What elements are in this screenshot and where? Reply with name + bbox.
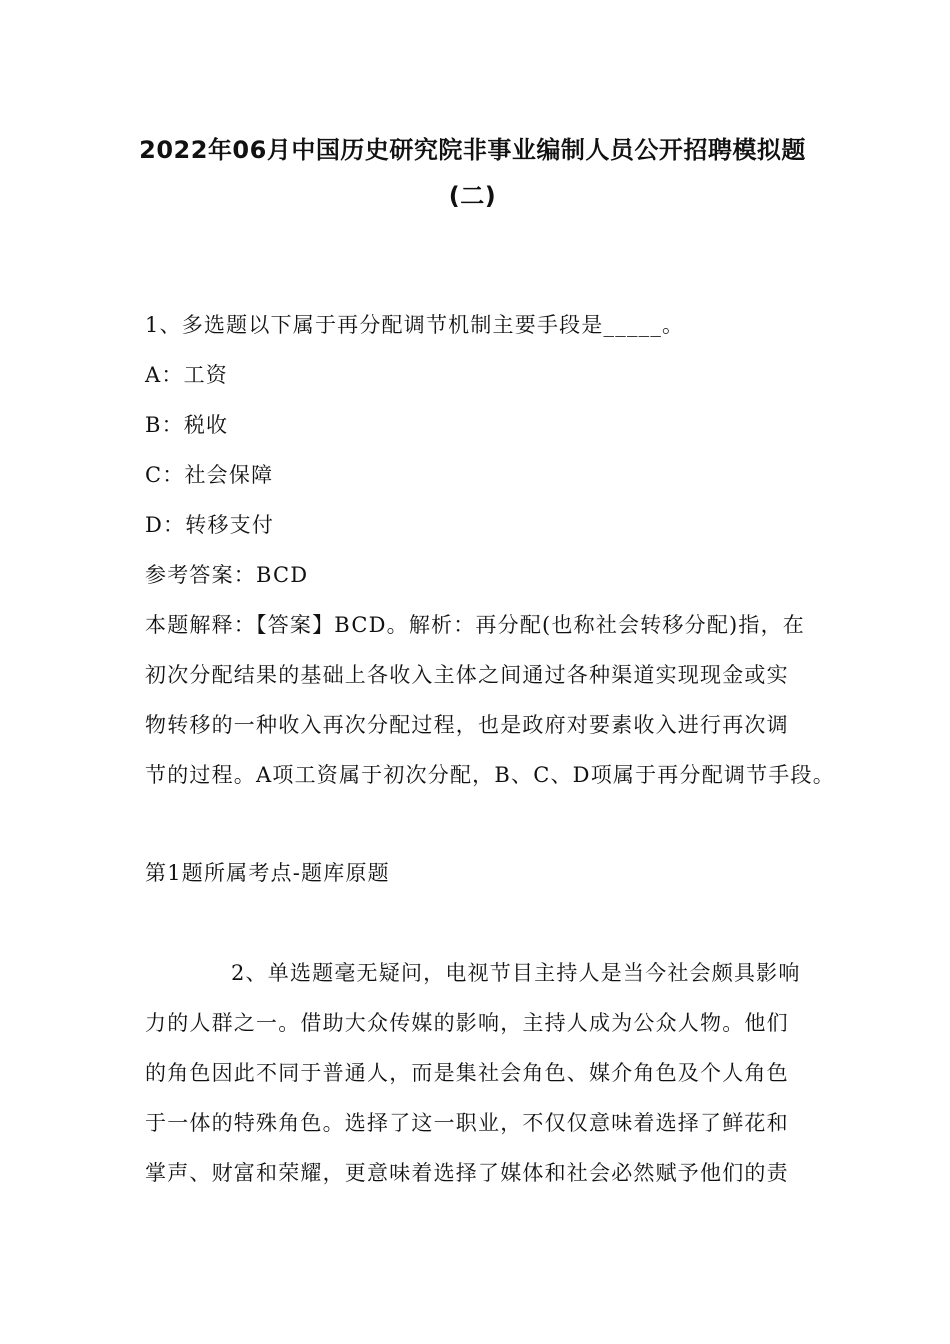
question-2-line: 的角色因此不同于普通人，而是集社会角色、媒介角色及个人角色 xyxy=(145,1061,789,1085)
question-1-option-d: D：转移支付 xyxy=(145,513,275,537)
question-1-explanation-line: 节的过程。A项工资属于初次分配，B、C、D项属于再分配调节手段。 xyxy=(145,763,835,787)
question-1-option-c: C：社会保障 xyxy=(145,463,274,487)
question-1-explanation-line: 初次分配结果的基础上各收入主体之间通过各种渠道实现现金或实 xyxy=(145,663,789,687)
question-1-topic: 第1题所属考点-题库原题 xyxy=(145,861,390,885)
question-1-stem: 1、多选题以下属于再分配调节机制主要手段是_____。 xyxy=(145,313,685,337)
question-1-explanation-line: 本题解释：【答案】BCD。解析：再分配(也称社会转移分配)指，在 xyxy=(145,613,806,637)
question-1-answer: 参考答案：BCD xyxy=(145,563,309,587)
question-2-line: 于一体的特殊角色。选择了这一职业，不仅仅意味着选择了鲜花和 xyxy=(145,1111,789,1135)
question-2-line: 2、单选题毫无疑问，电视节目主持人是当今社会颇具影响 xyxy=(231,961,801,985)
question-2-line: 掌声、财富和荣耀，更意味着选择了媒体和社会必然赋予他们的责 xyxy=(145,1161,789,1185)
question-2-line: 力的人群之一。借助大众传媒的影响，主持人成为公众人物。他们 xyxy=(145,1011,789,1035)
document-title-suffix: (二) xyxy=(448,182,497,210)
question-1-option-a: A：工资 xyxy=(145,363,228,387)
document-title: 2022年06月中国历史研究院非事业编制人员公开招聘模拟题 xyxy=(139,136,806,164)
question-1-option-b: B：税收 xyxy=(145,413,229,437)
question-1-explanation-line: 物转移的一种收入再次分配过程，也是政府对要素收入进行再次调 xyxy=(145,713,789,737)
